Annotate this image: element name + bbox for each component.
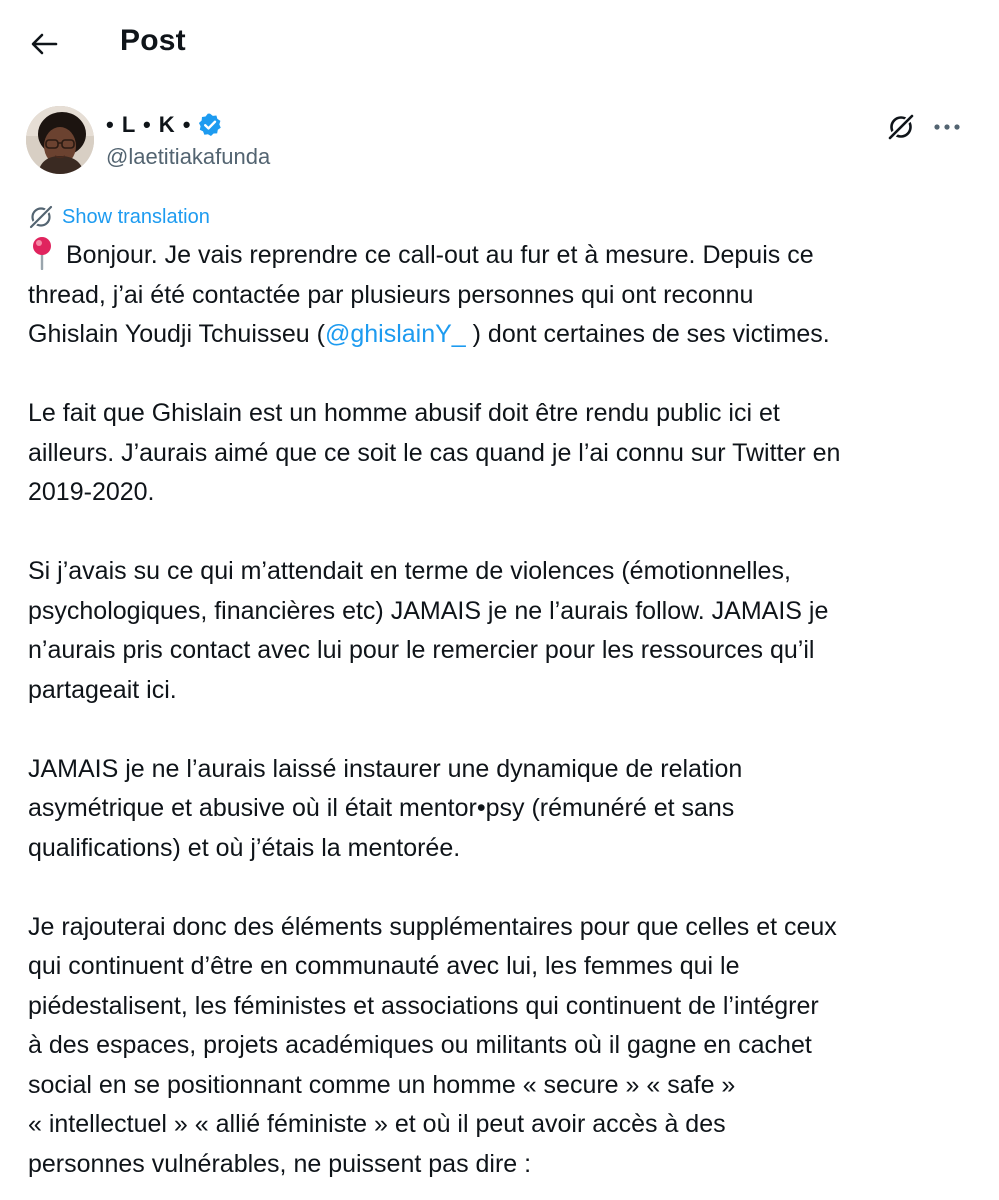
post-text-line: Bonjour. Je vais reprendre ce call-out au fur et à mesure. Depuis ce	[66, 241, 814, 269]
post-text-line: psychologiques, financières etc) JAMAIS je ne l’aurais follow. JAMAIS je	[28, 596, 829, 625]
post-line	[28, 236, 973, 276]
post-text-line: ailleurs. J’aurais aimé que ce soit le cas quand je l’ai connu sur Twitter en	[28, 438, 841, 467]
post-text-fragment: Ghislain Youdji Tchuisseu (	[28, 320, 325, 348]
post-text-line: partageait ici.	[28, 675, 177, 704]
post-text-line: personnes vulnérables, ne puissent pas dire :	[28, 1149, 532, 1178]
post-text-line: à des espaces, projets académiques ou militants où il gagne en cachet	[28, 1031, 812, 1059]
back-arrow-icon	[30, 32, 58, 56]
post-text-line: Le fait que Ghislain est un homme abusif doit être rendu public ici et	[28, 399, 780, 427]
post-text-line: qui continuent d’être en communauté avec lui, les femmes qui le	[28, 952, 740, 980]
post-text-line: 2019-2020.	[28, 478, 155, 506]
round-pushpin-icon	[28, 236, 58, 270]
show-translation-button[interactable]	[28, 203, 210, 231]
mention-link[interactable]: @ghislainY_	[324, 320, 466, 348]
post-text-line: Si j’avais su ce qui m’attendait en terme de violences (émotionnelles,	[28, 557, 791, 585]
verified-badge-icon[interactable]	[197, 112, 223, 138]
post-text-line: asymétrique et abusive où il était mentor•psy (rémunéré et sans	[28, 794, 735, 822]
back-button[interactable]	[22, 22, 66, 66]
post-text-line: Je rajouterai donc des éléments supplémentaires pour que celles et ceux	[28, 912, 837, 941]
top-bar	[0, 0, 999, 90]
post-text-line: thread, j’ai été contactée par plusieurs personnes qui ont reconnu	[28, 280, 754, 309]
translate-icon	[28, 204, 54, 230]
page-title: Post	[120, 24, 186, 57]
handle[interactable]: @laetitiakafunda	[106, 144, 271, 169]
post-line	[28, 315, 973, 355]
paragraph-gap	[28, 710, 973, 750]
display-name[interactable]: • L • K •	[106, 112, 192, 137]
post-text-line: JAMAIS je ne l’aurais laissé instaurer une dynamique de relation	[28, 754, 743, 783]
post-text	[28, 236, 973, 1184]
post-text-line: piédestalisent, les féministes et associations qui continuent de l’intégrer	[28, 991, 819, 1020]
show-translation-label[interactable]: Show translation	[62, 205, 210, 228]
post-text-line: social en se positionnant comme un homme « secure » « safe »	[28, 1070, 736, 1099]
grok-icon[interactable]	[884, 110, 918, 144]
post-text-line: « intellectuel » « allié féministe » et où il peut avoir accès à des	[28, 1110, 726, 1138]
post-text-line: n’aurais pris contact avec lui pour le remercier pour les ressources qu’il	[28, 636, 815, 664]
avatar[interactable]	[26, 106, 94, 174]
paragraph-gap	[28, 868, 973, 908]
paragraph-gap	[28, 513, 973, 553]
paragraph-gap	[28, 355, 973, 395]
post-author	[0, 100, 999, 180]
post-text-line: qualifications) et où j’étais la mentorée.	[28, 833, 461, 862]
post-text-fragment: ) dont certaines de ses victimes.	[465, 320, 830, 348]
display-name-group[interactable]	[106, 110, 223, 140]
more-icon[interactable]	[930, 110, 964, 144]
